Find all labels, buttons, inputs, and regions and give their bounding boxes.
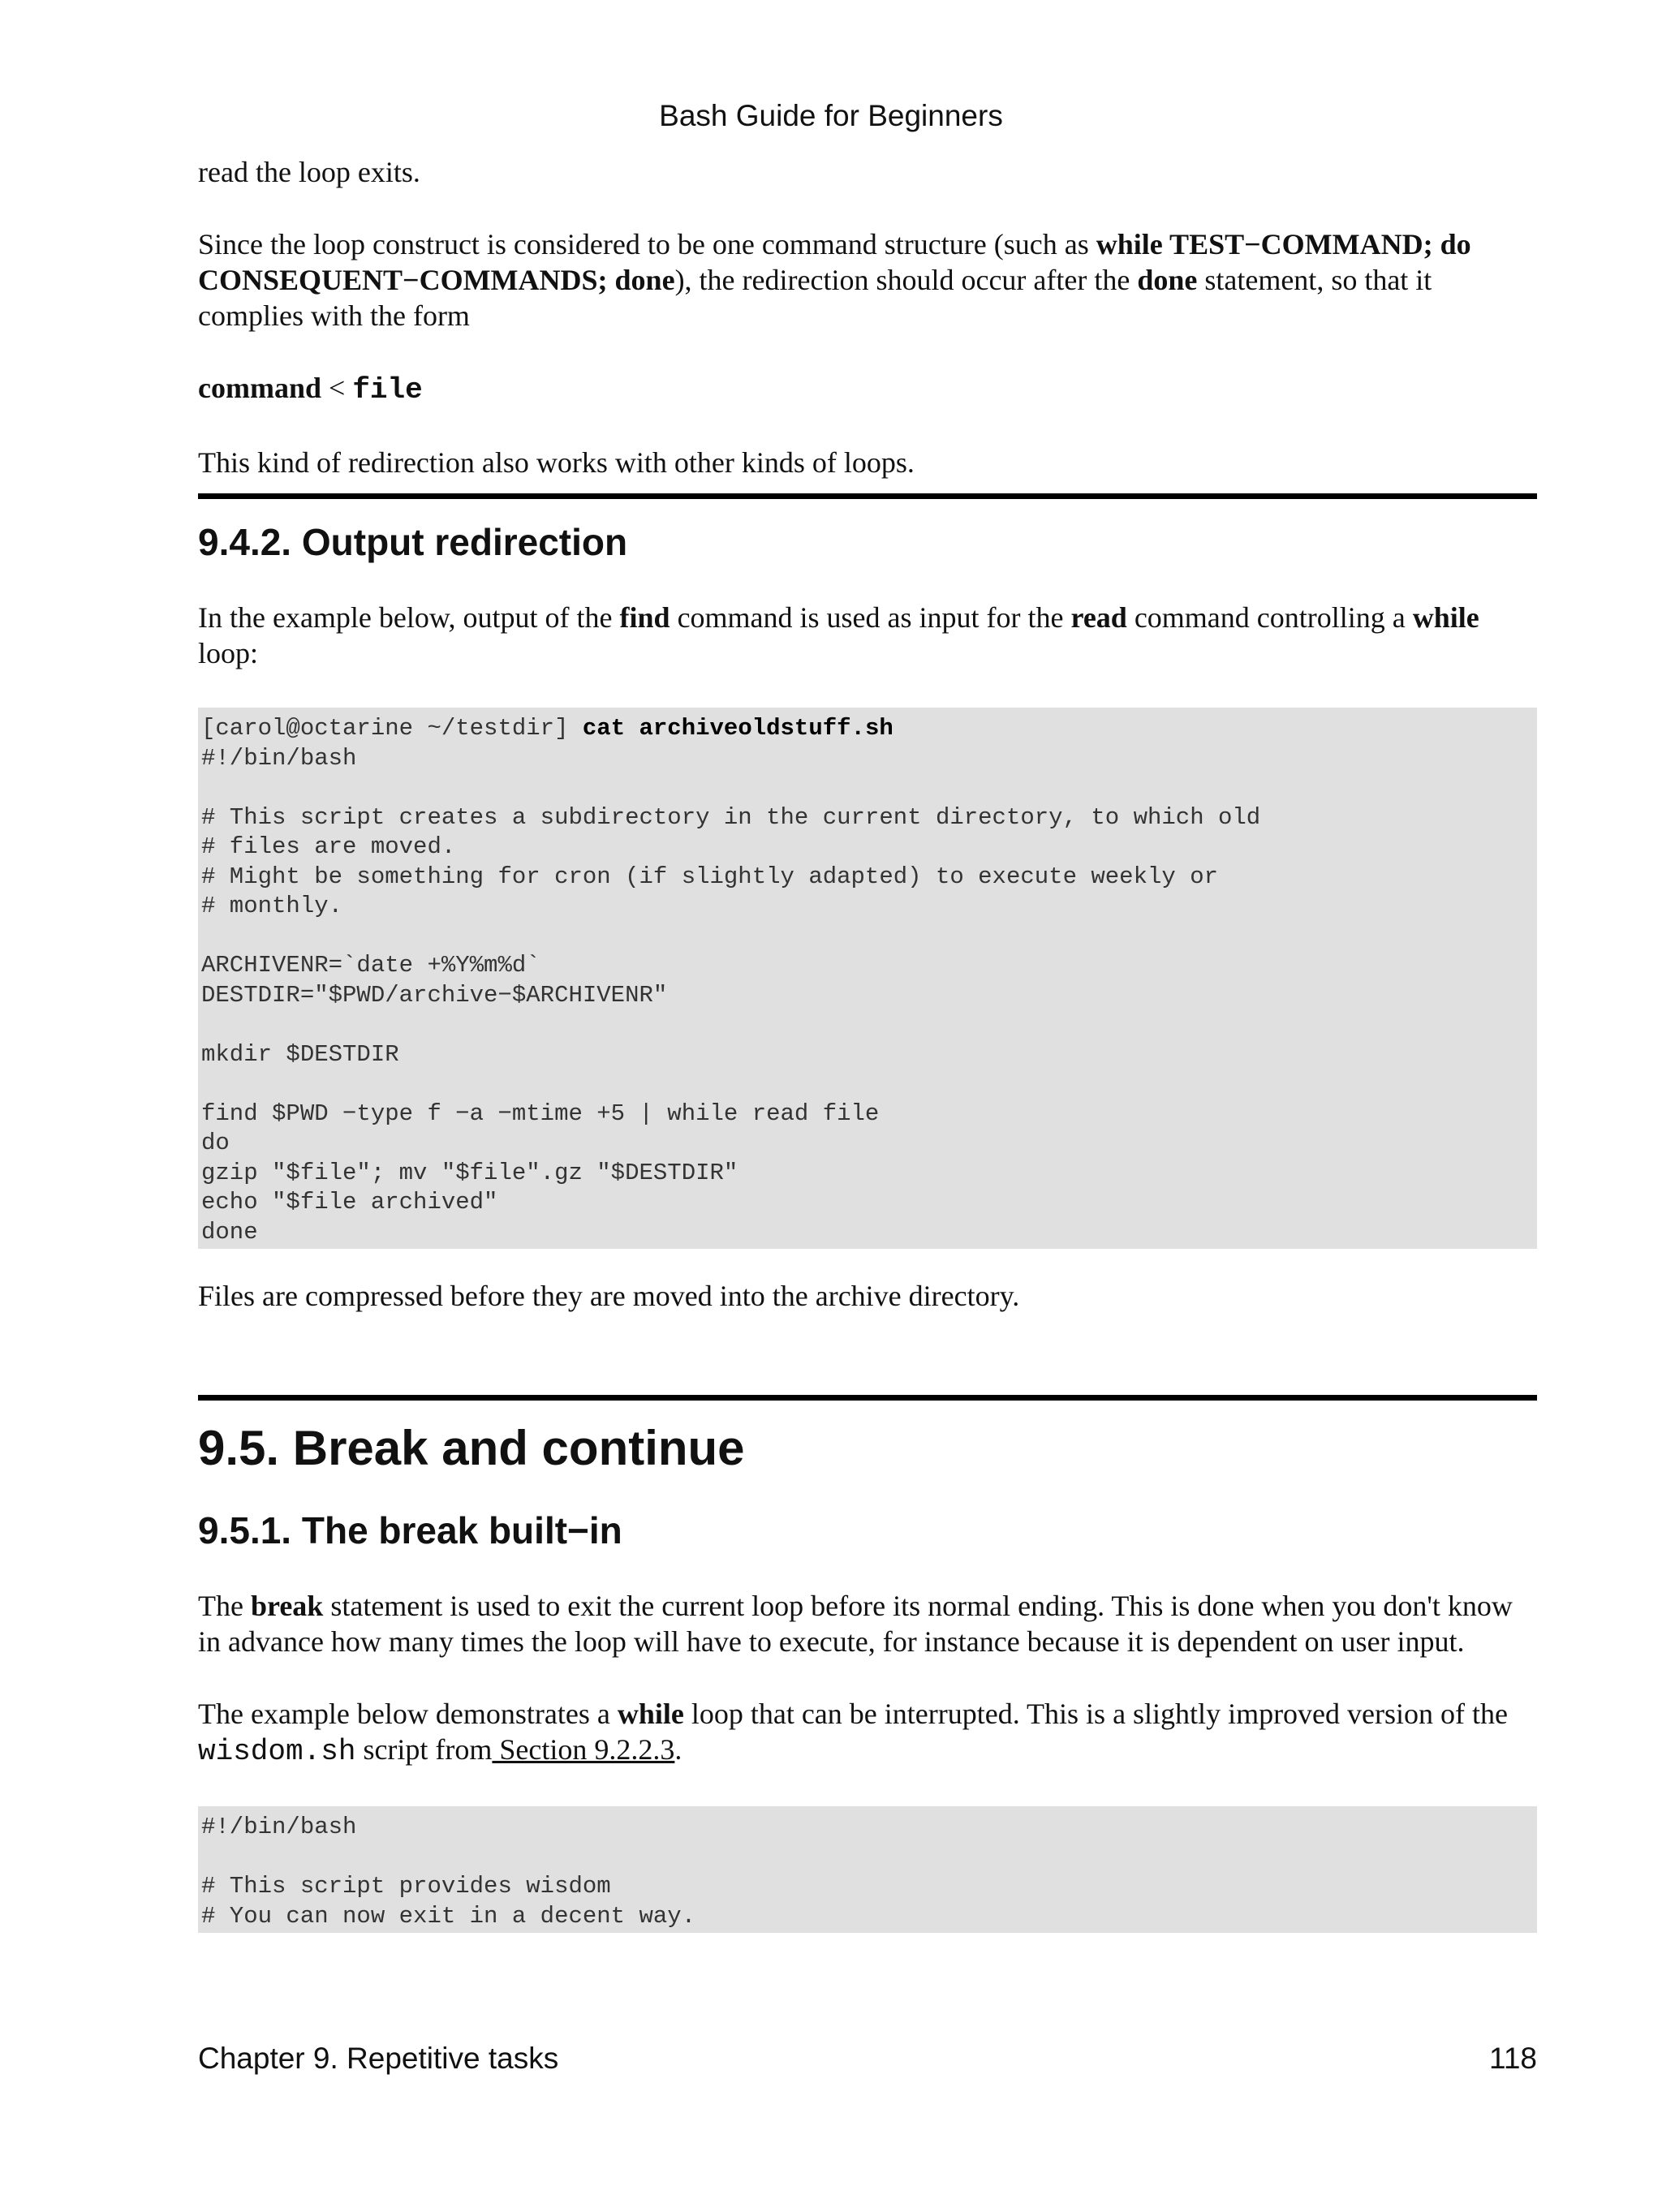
intro-paragraph-2 [198, 226, 1537, 334]
code-line: # This script provides wisdom [201, 1873, 611, 1900]
chapter-section-rule [198, 1395, 1537, 1401]
bold-run: break [250, 1590, 324, 1622]
code-line: # This script creates a subdirectory in the current directory, to which old [201, 803, 1261, 831]
shell-prompt: [carol@octarine ~/testdir] [201, 715, 583, 742]
running-header: Bash Guide for Beginners [659, 99, 1003, 132]
section-cross-reference-link[interactable]: Section 9.2.2.3 [492, 1733, 675, 1766]
code-line [201, 1069, 1534, 1100]
code-line: ARCHIVENR=`date +%Y%m%d` [201, 952, 540, 979]
page-content [198, 154, 1537, 1962]
filename-wisdom-sh: wisdom.sh [198, 1735, 356, 1768]
footer-chapter-title: Chapter 9. Repetitive tasks [198, 2042, 559, 2075]
text-run: script from [355, 1733, 493, 1766]
code-line [201, 1843, 1534, 1873]
text-run: In the example below, output of the [198, 601, 620, 634]
bold-run: while [617, 1698, 684, 1730]
code-line: mkdir $DESTDIR [201, 1040, 399, 1068]
code-block-archive-script [198, 708, 1537, 1249]
text-run: The example below demonstrates a [198, 1698, 618, 1730]
code-line: DESTDIR="$PWD/archive−$ARCHIVENR" [201, 981, 668, 1009]
form-file: file [352, 373, 423, 407]
page-number: 118 [1489, 2042, 1537, 2075]
section-9-5-1-paragraph-2 [198, 1696, 1537, 1770]
intro-paragraph-1: read the loop exits. [198, 156, 420, 188]
bold-run: while [1412, 601, 1479, 634]
bold-run: done [1137, 264, 1198, 296]
text-run: statement is used to exit the current loop before its normal ending. This is done when you don't know in advance how many times the loop will have to execute, for instance because it is dependent on user input. [198, 1590, 1513, 1658]
bold-run: find [619, 601, 670, 634]
section-heading-9-5-1: 9.5.1. The break built−in [198, 1509, 622, 1551]
running-footer [198, 2042, 1537, 2076]
section-9-5-1-paragraph-1 [198, 1588, 1537, 1659]
text-run: statement, so that it complies with the form [198, 264, 1432, 332]
text-run: ), the redirection should occur after the [674, 264, 1138, 296]
section-rule [198, 493, 1537, 499]
code-line: # monthly. [201, 893, 343, 919]
code-line: #!/bin/bash [201, 1814, 357, 1840]
code-line: find $PWD −type f −a −mtime +5 | while read file [201, 1100, 880, 1127]
text-run: The [198, 1590, 251, 1622]
text-run: loop that can be interrupted. This is a slightly improved version of the [683, 1698, 1508, 1730]
code-line [201, 773, 1534, 803]
section-heading-9-5: 9.5. Break and continue [198, 1421, 745, 1475]
code-line: # You can now exit in a decent way. [201, 1902, 696, 1930]
section-9-4-2-paragraph [198, 600, 1537, 671]
command-form [198, 370, 1537, 408]
code-line: echo "$file archived" [201, 1189, 498, 1216]
text-run: command is used as input for the [670, 601, 1071, 634]
code-line: do [201, 1130, 230, 1156]
code-line [201, 1010, 1534, 1040]
form-operator: < [321, 372, 353, 404]
code-line: # Might be something for cron (if slightly adapted) to execute weekly or [201, 863, 1219, 890]
text-run: Since the loop construct is considered to be one command structure (such as [198, 228, 1096, 260]
bold-run: read [1070, 601, 1127, 634]
code-line: done [201, 1218, 258, 1246]
bold-run: while TEST−COMMAND; do CONSEQUENT−COMMANDS; done [198, 228, 1471, 296]
shell-command: cat archiveoldstuff.sh [582, 715, 893, 742]
code-line: #!/bin/bash [201, 744, 357, 772]
text-run: command controlling a [1126, 601, 1413, 634]
form-command: command [198, 372, 321, 404]
section-9-4-2-after: Files are compressed before they are moved into the archive directory. [198, 1280, 1020, 1312]
section-heading-9-4-2: 9.4.2. Output redirection [198, 521, 628, 563]
code-prompt-line [201, 714, 1534, 744]
text-run: . [674, 1733, 682, 1766]
text-run: loop: [198, 637, 259, 669]
code-line: # files are moved. [201, 833, 456, 860]
code-line: gzip "$file"; mv "$file".gz "$DESTDIR" [201, 1159, 738, 1186]
code-line [201, 922, 1534, 952]
intro-paragraph-3: This kind of redirection also works with other kinds of loops. [198, 446, 915, 479]
code-block-wisdom-script [198, 1806, 1537, 1933]
